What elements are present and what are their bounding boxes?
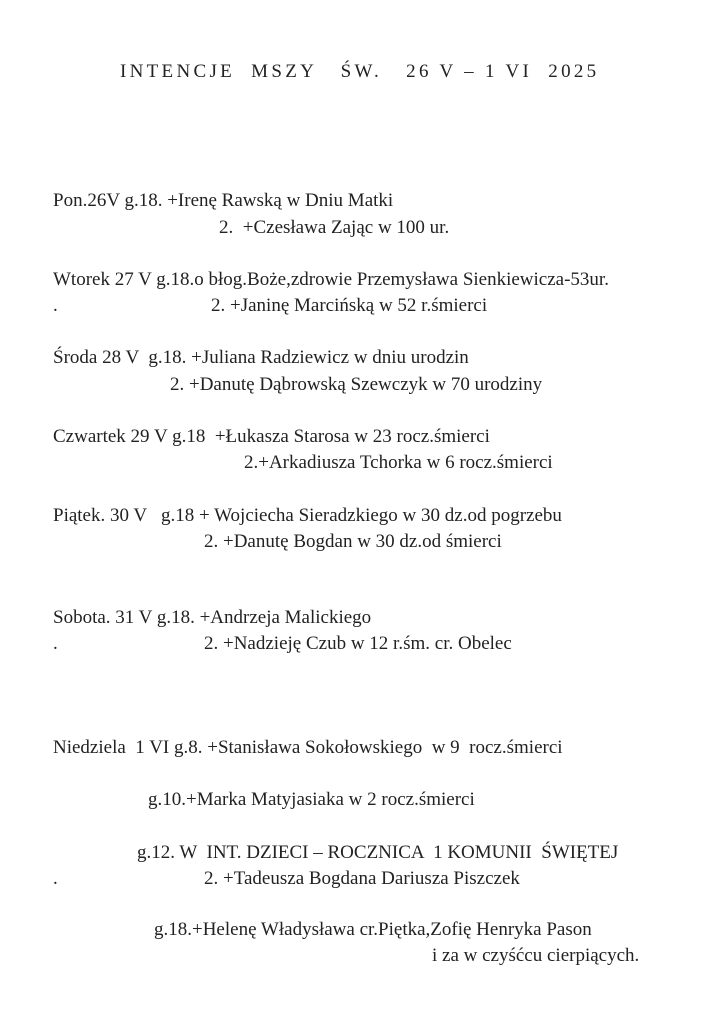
intention-sun-4: 2. +Tadeusza Bogdana Dariusza Piszczek (204, 868, 520, 889)
intention-tue-1: Wtorek 27 V g.18.o błog.Boże,zdrowie Przemysława Sienkiewicza-53ur. (53, 269, 609, 290)
dot-marker: . (53, 295, 58, 316)
intention-sun-3: g.12. W INT. DZIECI – ROCZNICA 1 KOMUNII ŚWIĘTEJ (137, 842, 619, 863)
intention-sun-5: g.18.+Helenę Władysława cr.Piętka,Zofię Henryka Pason (154, 919, 592, 940)
intention-sun-6: i za w czyśćcu cierpiących. (432, 945, 640, 966)
intention-fri-2: 2. +Danutę Bogdan w 30 dz.od śmierci (204, 531, 502, 552)
intention-wed-2: 2. +Danutę Dąbrowską Szewczyk w 70 urodziny (170, 374, 543, 395)
intention-mon-2: 2. +Czesława Zając w 100 ur. (219, 217, 450, 238)
page-title: INTENCJE MSZY ŚW. 26 V – 1 VI 2025 (120, 61, 600, 82)
dot-marker: . (53, 633, 58, 654)
intention-fri-1: Piątek. 30 V g.18 + Wojciecha Sieradzkiego w 30 dz.od pogrzebu (53, 505, 562, 526)
intention-thu-2: 2.+Arkadiusza Tchorka w 6 rocz.śmierci (244, 452, 553, 473)
intention-tue-2: 2. +Janinę Marcińską w 52 r.śmierci (211, 295, 488, 316)
intention-thu-1: Czwartek 29 V g.18 +Łukasza Starosa w 23 rocz.śmierci (53, 426, 490, 447)
intention-sun-2: g.10.+Marka Matyjasiaka w 2 rocz.śmierci (148, 789, 475, 810)
dot-marker: . (53, 868, 58, 889)
intention-sat-2: 2. +Nadzieję Czub w 12 r.śm. cr. Obelec (204, 633, 512, 654)
intention-sun-1: Niedziela 1 VI g.8. +Stanisława Sokołowskiego w 9 rocz.śmierci (53, 737, 563, 758)
intention-mon-1: Pon.26V g.18. +Irenę Rawską w Dniu Matki (53, 190, 394, 211)
intention-wed-1: Środa 28 V g.18. +Juliana Radziewicz w dniu urodzin (53, 347, 469, 368)
intention-sat-1: Sobota. 31 V g.18. +Andrzeja Malickiego (53, 607, 372, 628)
